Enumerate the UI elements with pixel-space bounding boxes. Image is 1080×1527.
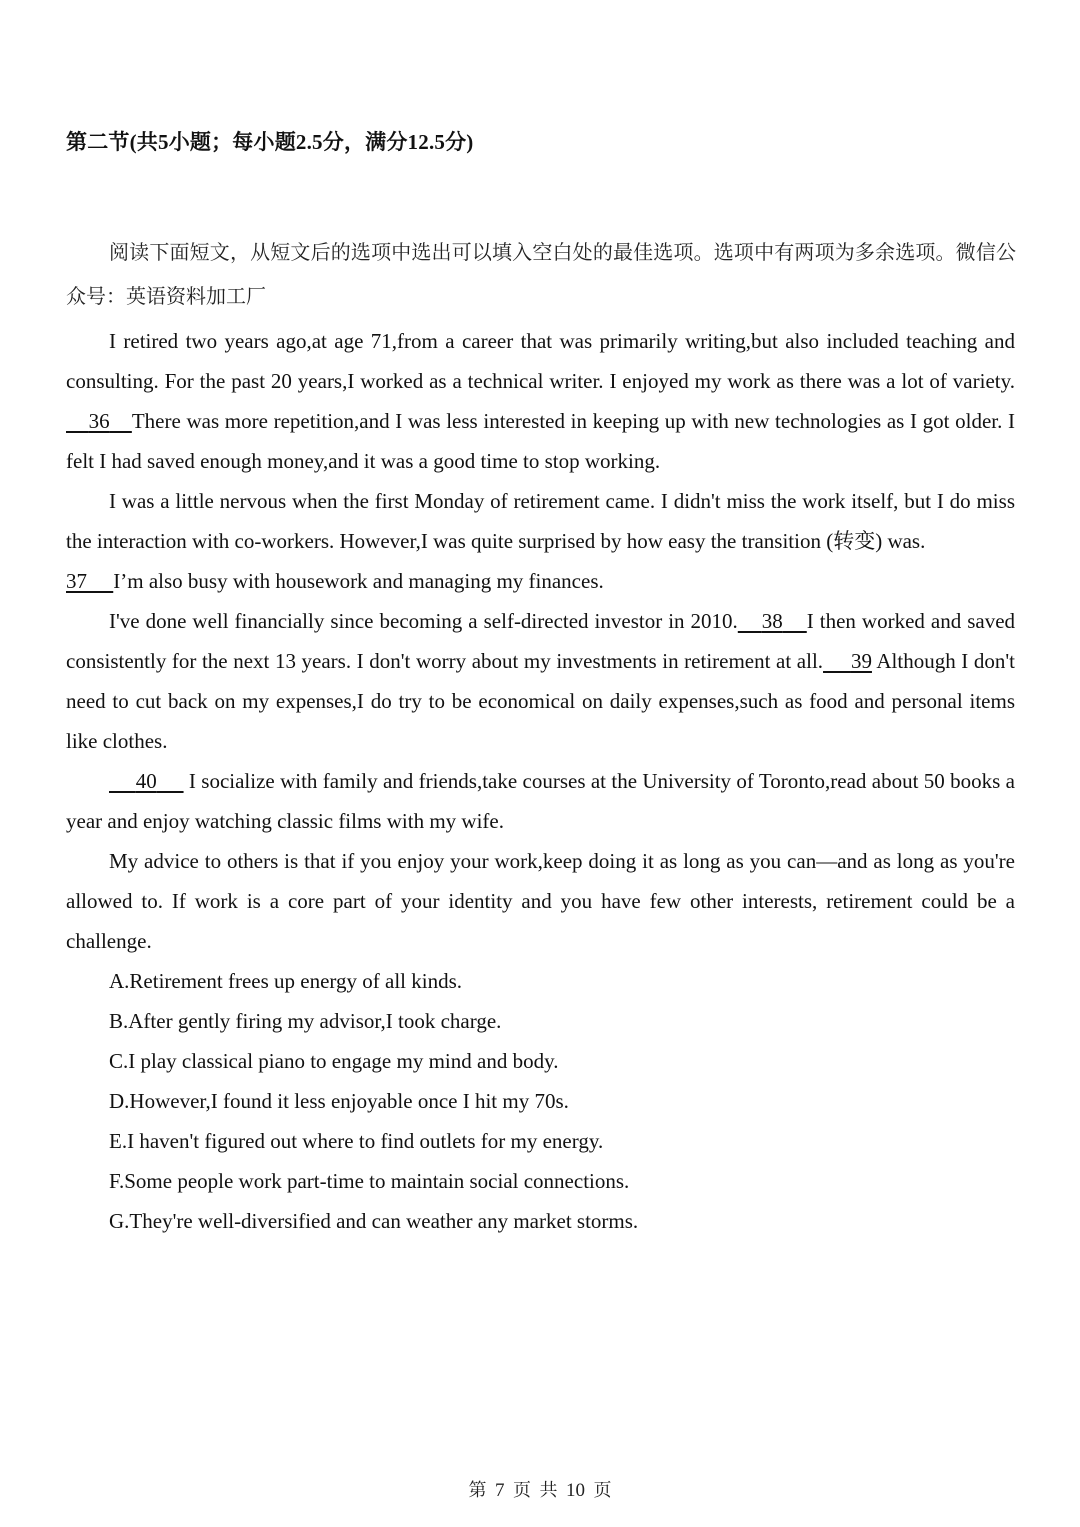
blank-39 <box>823 649 872 673</box>
blank-number: 40 <box>135 769 157 793</box>
section-title: 第二节(共5小题；每小题2.5分，满分12.5分) <box>66 130 474 154</box>
passage-text: I socialize with family and friends,take courses at the University of Toronto,read about 50 books a year and enjoy watching classic films with my wife. <box>66 769 1016 833</box>
option-a: A.Retirement frees up energy of all kinds. <box>109 969 463 993</box>
option-c: C.I play classical piano to engage my mind and body. <box>109 1049 559 1073</box>
passage-paragraph-2: I was a little nervous when the first Monday of retirement came. I didn't miss the work itself, but I do miss the interaction with co-workers. However,I was quite surprised by how easy the transition (转变) was. <box>66 489 1015 553</box>
blank-37 <box>66 569 113 593</box>
blank-number: 37 <box>66 569 87 593</box>
blank-40 <box>109 769 184 793</box>
passage-text: I then worked and saved consistently for the next 13 years. I don't worry about my investments in retirement at all. <box>66 609 1016 673</box>
passage-paragraph-5 <box>66 761 1015 841</box>
blank-number: 36 <box>88 409 110 433</box>
passage-paragraph-3 <box>66 561 1015 601</box>
option-e: E.I haven't figured out where to find outlets for my energy. <box>109 1129 604 1153</box>
passage-text: I've done well financially since becoming a self-directed investor in 2010. <box>109 609 738 633</box>
blank-36 <box>66 409 132 433</box>
passage-text: Although I don't need to cut back on my expenses,I do try to be economical on daily expenses,such as food and personal items like clothes. <box>66 649 1016 753</box>
reading-passage <box>66 321 1015 1241</box>
option-g: G.They're well-diversified and can weather any market storms. <box>109 1209 639 1233</box>
passage-paragraph-4 <box>66 601 1015 761</box>
blank-number: 38 <box>761 609 783 633</box>
total-pages: 10 <box>566 1480 585 1501</box>
blank-38 <box>738 609 807 633</box>
option-f: F.Some people work part-time to maintain social connections. <box>109 1169 630 1193</box>
instructions-text: 阅读下面短文，从短文后的选项中选出可以填入空白处的最佳选项。选项中有两项为多余选项。微信公众号：英语资料加工厂 <box>66 240 1016 308</box>
answer-options <box>66 961 1015 1241</box>
page-number: 7 <box>495 1480 505 1501</box>
footer-label-di: 第 <box>468 1480 487 1500</box>
passage-text: I’m also busy with housework and managing my finances. <box>113 569 604 593</box>
instructions <box>66 230 1016 318</box>
option-d: D.However,I found it less enjoyable once I hit my 70s. <box>109 1089 569 1113</box>
blank-number: 39 <box>850 649 872 673</box>
passage-paragraph-6: My advice to others is that if you enjoy your work,keep doing it as long as you can—and as long as you're allowed to. If work is a core part of your identity and you have few other interests, retirement could be a challenge. <box>66 849 1015 953</box>
footer-label-gong: 共 <box>539 1480 558 1500</box>
passage-text: I retired two years ago,at age 71,from a career that was primarily writing,but also included teaching and consulting. For the past 20 years,I worked as a technical writer. I enjoyed my work as there was a lot of variety. <box>66 329 1015 393</box>
option-b: B.After gently firing my advisor,I took charge. <box>109 1009 502 1033</box>
page-footer <box>0 1476 1080 1502</box>
footer-label-ye2: 页 <box>593 1480 612 1500</box>
footer-label-ye: 页 <box>513 1480 531 1500</box>
passage-text: There was more repetition,and I was less interested in keeping up with new technologies as I got older. I felt I had saved enough money,and it was a good time to stop working. <box>66 409 1015 473</box>
passage-paragraph-1 <box>66 321 1015 481</box>
